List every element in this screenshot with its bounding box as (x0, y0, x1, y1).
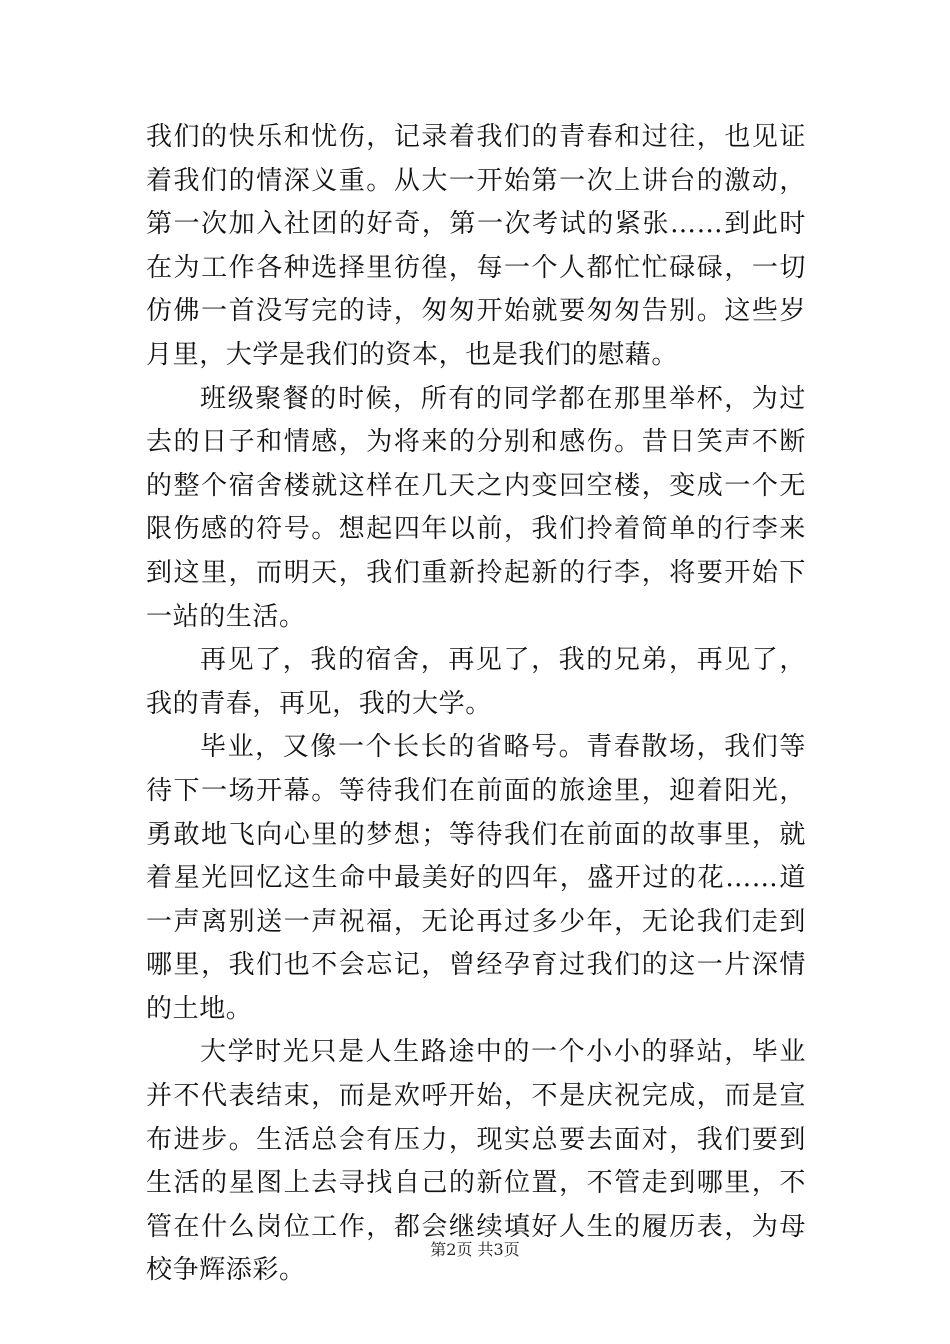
paragraph-5: 大学时光只是人生路途中的一个小小的驿站，毕业并不代表结束，而是欢呼开始，不是庆祝完成，而是宣布进步。生活总会有压力，现实总要去面对，我们要到生活的星图上去寻找自己的新位置，不管走到哪里，不管在什么岗位工作，都会继续填好人生的履历表，为母校争辉添彩。 (146, 1037, 806, 1286)
paragraph-4: 毕业，又像一个长长的省略号。青春散场，我们等待下一场开幕。等待我们在前面的旅途里，迎着阳光，勇敢地飞向心里的梦想；等待我们在前面的故事里，就着星光回忆这生命中最美好的四年，盛开过的花……道一声离别送一声祝福，无论再过多少年，无论我们走到哪里，我们也不会忘记，曾经孕育过我们的这一片深情的土地。 (146, 732, 806, 1024)
page-number-footer: 第2页 共3页 (430, 1240, 520, 1259)
paragraph-2: 班级聚餐的时候，所有的同学都在那里举杯，为过去的日子和情感，为将来的分别和感伤。昔日笑声不断的整个宿舍楼就这样在几天之内变回空楼，变成一个无限伤感的符号。想起四年以前，我们拎着简单的行李来到这里，而明天，我们重新拎起新的行李，将要开始下一站的生活。 (146, 383, 806, 632)
paragraph-1: 我们的快乐和忧伤，记录着我们的青春和过往，也见证着我们的情深义重。从大一开始第一次上讲台的激动，第一次加入社团的好奇，第一次考试的紧张……到此时在为工作各种选择里彷徨，每一个人都忙忙碌碌，一切仿佛一首没写完的诗，匆匆开始就要匆匆告别。这些岁月里，大学是我们的资本，也是我们的慰藉。 (146, 122, 806, 370)
document-body (146, 116, 806, 1293)
paragraph-3: 再见了，我的宿舍，再见了，我的兄弟，再见了，我的青春，再见，我的大学。 (146, 645, 806, 719)
